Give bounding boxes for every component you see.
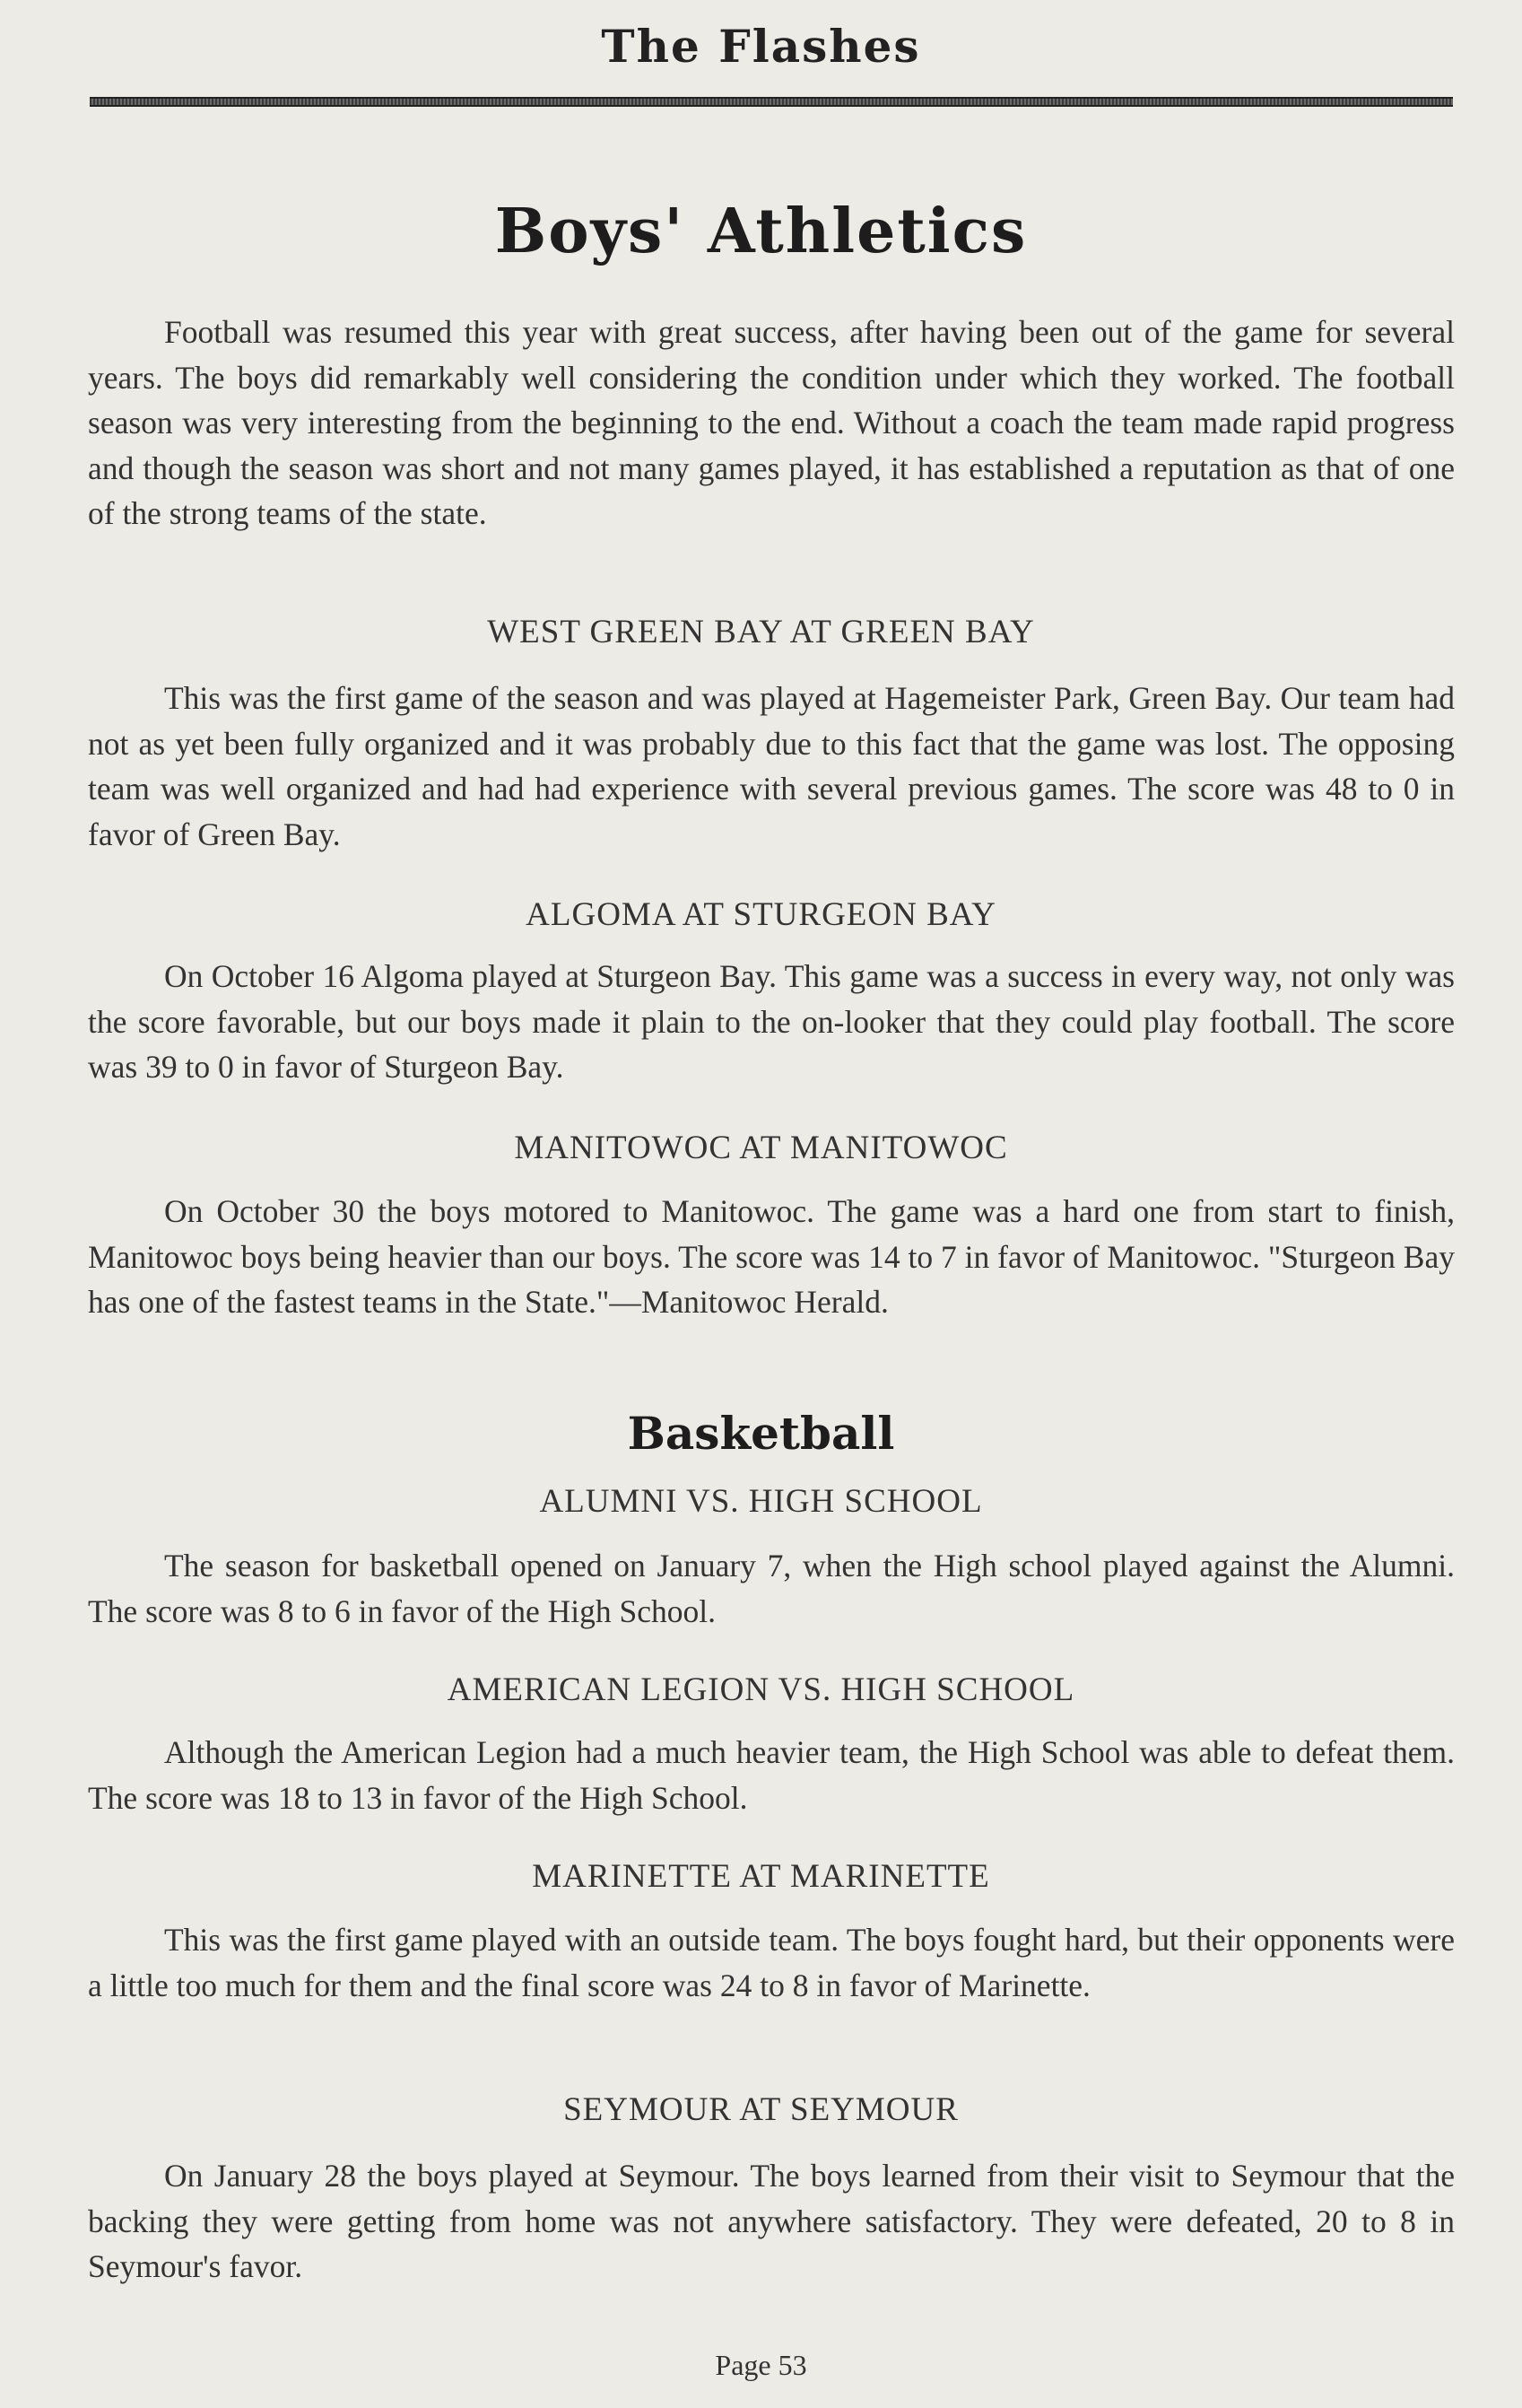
header-rule (90, 97, 1453, 107)
game-heading-alumni: ALUMNI VS. HIGH SCHOOL (539, 1483, 983, 1520)
game-heading-manitowoc: MANITOWOC AT MANITOWOC (514, 1130, 1008, 1166)
running-header: The Flashes (601, 20, 921, 73)
game-heading-algoma: ALGOMA AT STURGEON BAY (526, 896, 996, 933)
game-heading-marinette: MARINETTE AT MARINETTE (532, 1858, 990, 1895)
basketball-title: Basketball (627, 1407, 895, 1460)
game-heading-seymour: SEYMOUR AT SEYMOUR (563, 2091, 959, 2128)
game-text-west-green-bay: This was the first game of the season and was played at Hagemeister Park, Green Bay. Our team had not as yet been fully organized and it was probably due to this fact that the game was lost. The opposing team was well organized and had had experience with several previous games. The score was 48 to 0 in favor of Green Bay. (88, 680, 1455, 852)
game-text-manitowoc: On October 30 the boys motored to Manitowoc. The game was a hard one from start to finish, Manitowoc boys being heavier than our boys. The score was 14 to 7 in favor of Manitowoc. "Sturgeon Bay has one of the fastest teams in the State."—Manitowoc Herald. (88, 1193, 1455, 1321)
game-text-american-legion: Although the American Legion had a much heavier team, the High School was able to defeat them. The score was 18 to 13 in favor of the High School. (88, 1734, 1455, 1816)
game-text-alumni: The season for basketball opened on January 7, when the High school played against the Alumni. The score was 8 to 6 in favor of the High School. (88, 1548, 1455, 1629)
page-number: Page 53 (715, 2349, 807, 2381)
intro-paragraph: Football was resumed this year with great success, after having been out of the game for several years. The boys did remarkably well considering the condition under which they worked. The football season was very interesting from the beginning to the end. Without a coach the team made rapid progress and though the season was short and not many games played, it has established a reputation as that of one of the strong teams of the state. (88, 314, 1455, 532)
game-text-marinette: This was the first game played with an outside team. The boys fought hard, but their opponents were a little too much for them and the final score was 24 to 8 in favor of Marinette. (88, 1922, 1455, 2003)
game-text-algoma: On October 16 Algoma played at Sturgeon Bay. This game was a success in every way, not only was the score favorable, but our boys made it plain to the on-looker that they could play football. The score was 39 to 0 in favor of Sturgeon Bay. (88, 958, 1455, 1086)
game-heading-american-legion: AMERICAN LEGION VS. HIGH SCHOOL (447, 1671, 1075, 1708)
game-heading-west-green-bay: WEST GREEN BAY AT GREEN BAY (487, 614, 1035, 650)
game-text-seymour: On January 28 the boys played at Seymour. The boys learned from their visit to Seymour that the backing they were getting from home was not anywhere satisfactory. They were defeated, 20 to 8 in Seymour's favor. (88, 2158, 1455, 2285)
page-title: Boys' Athletics (494, 196, 1028, 267)
